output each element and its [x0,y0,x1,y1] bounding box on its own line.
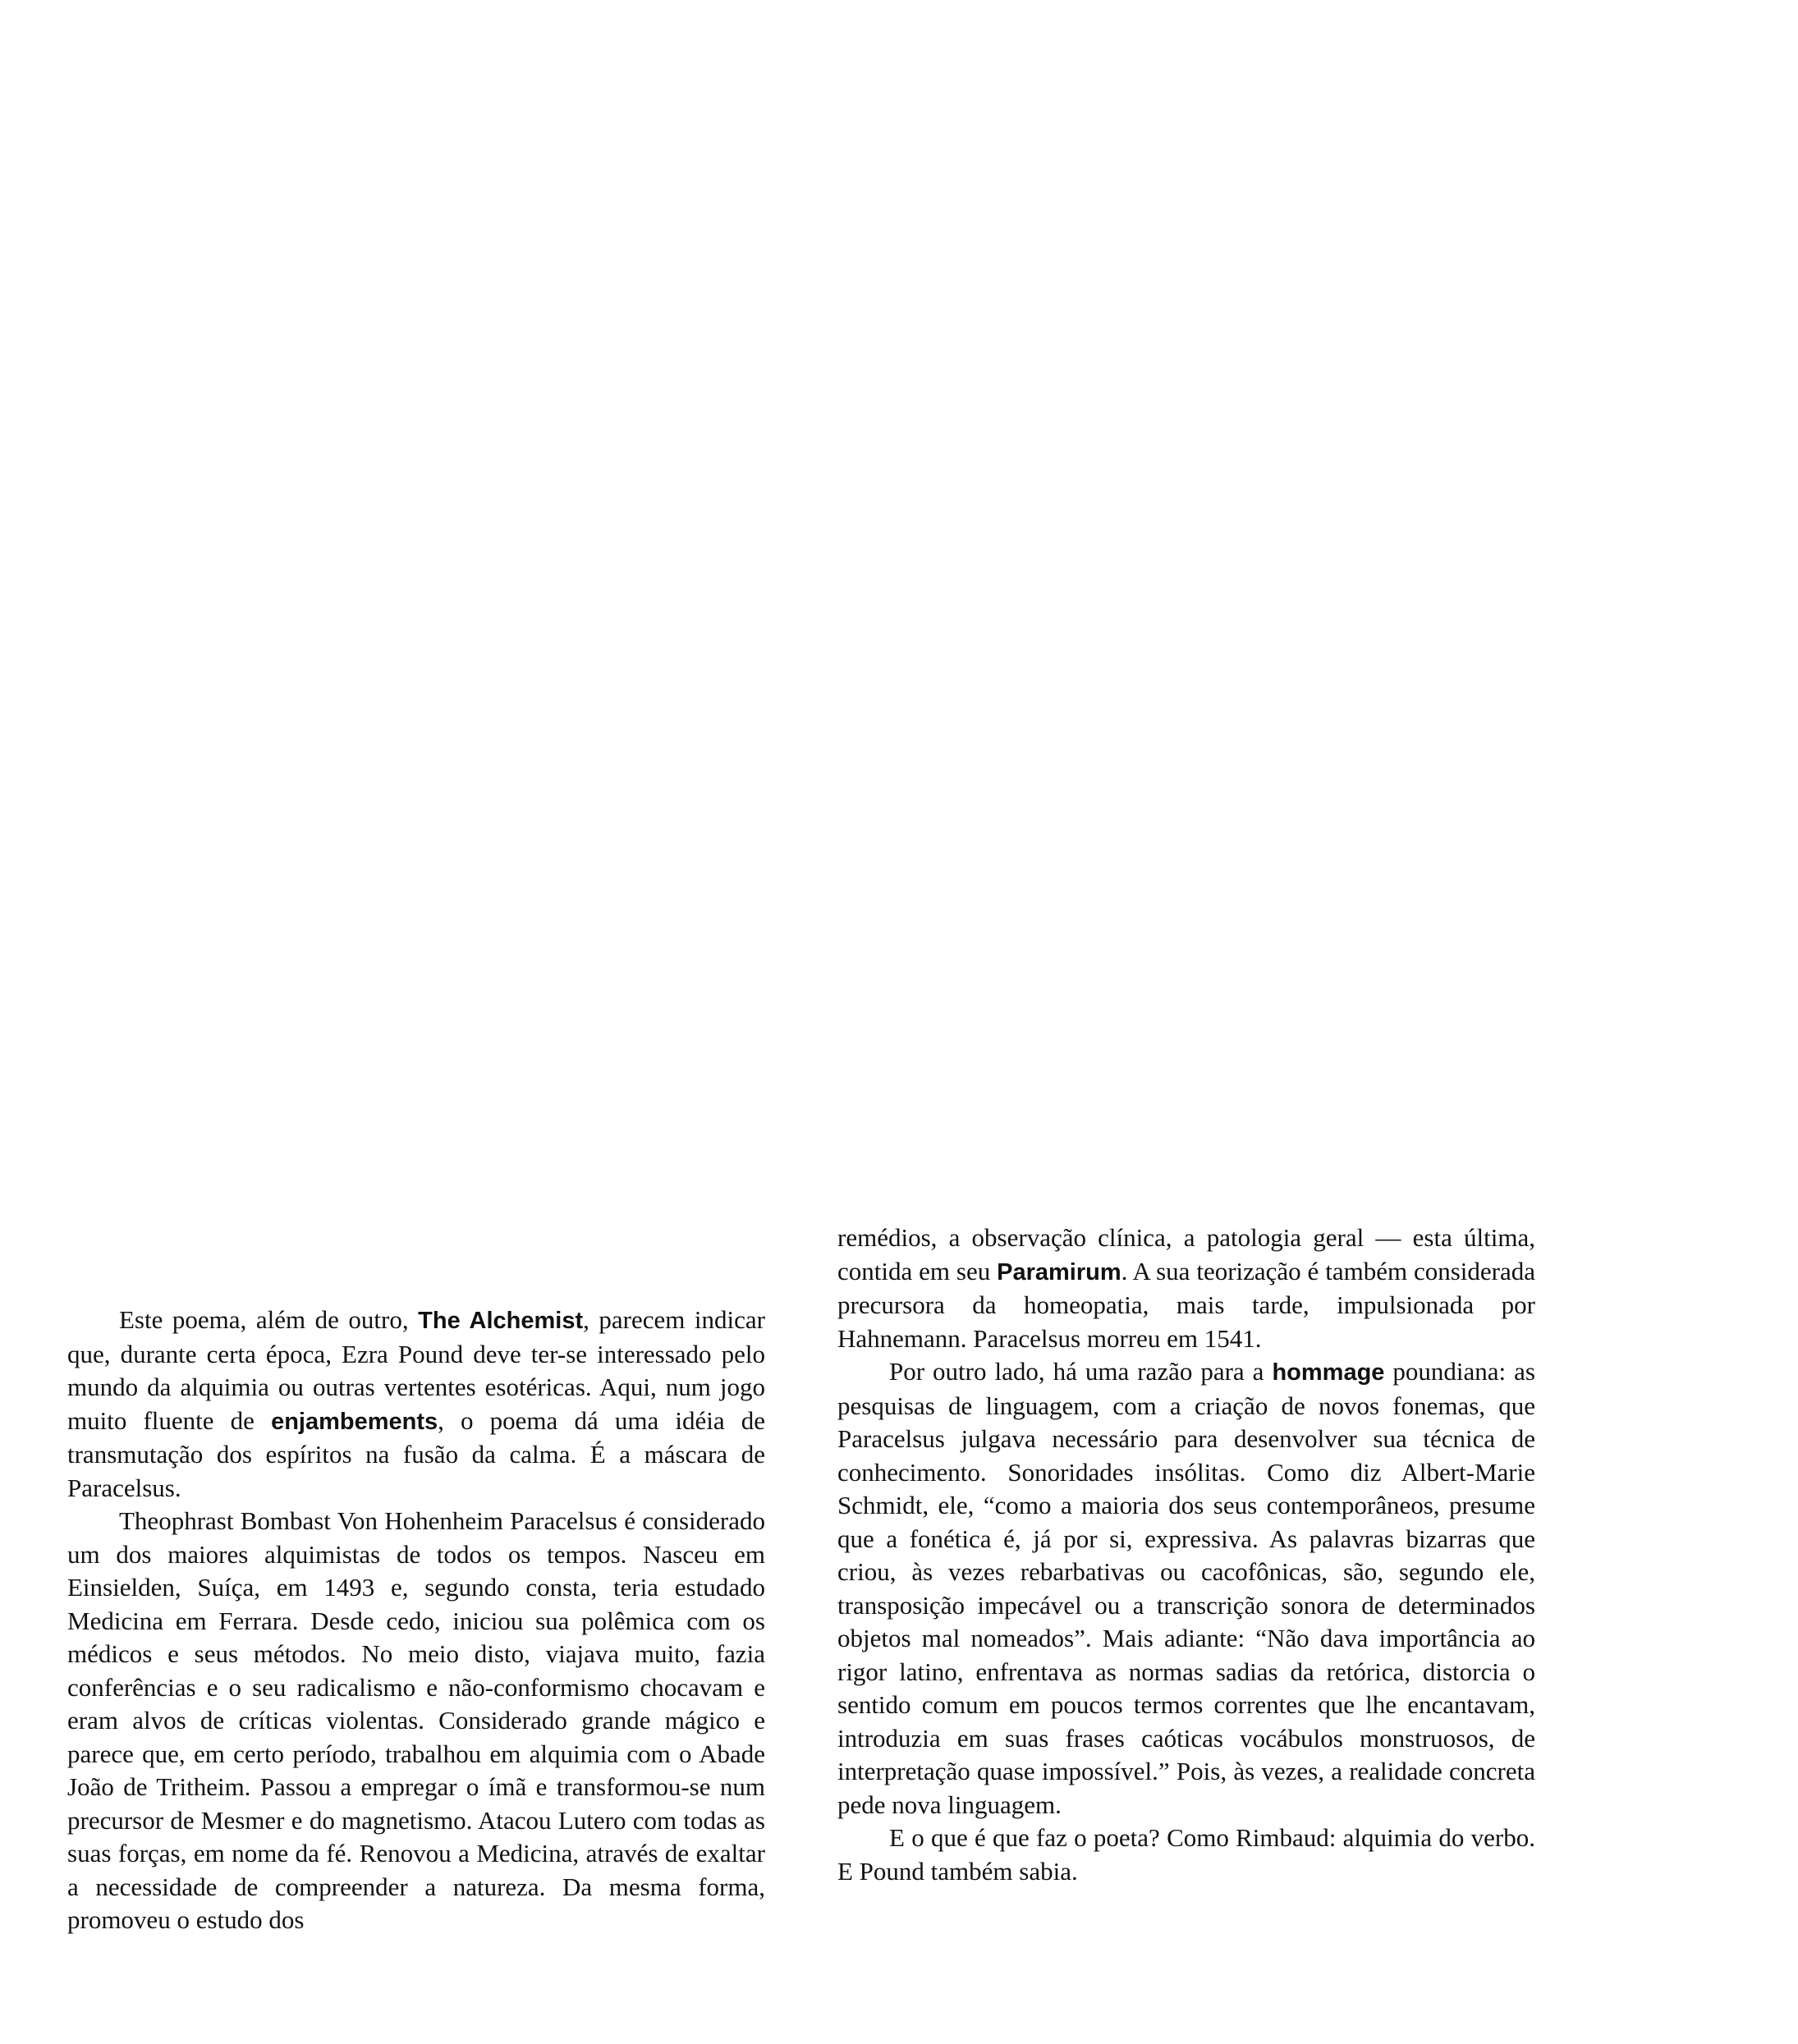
text-run: poundiana: as pesquisas de linguagem, com a criação de novos fonemas, que Paracelsus julgava necessário para desenvolver sua técnica de conhecimento. Sonoridades insólitas. Como diz Albert-Marie Schmidt, ele, “como a maioria dos seus contemporâneos, presume que a fonética é, já por si, expressiva. As palavras bizarras que criou, às vezes rebarbativas ou cacofônicas, são, segundo ele, transposição impecável ou a transcrição sonora de determinados objetos mal nomeados”. Mais adiante: “Não dava importância ao rigor latino, enfrentava as normas sadias da retórica, distorcia o sentido comum em poucos termos correntes que lhe encantavam, introduzia em suas frases caóticas vocábulos monstruosos, de interpretação quase impossível.” Pois, às vezes, a realidade concreta pede nova linguagem. [837,1357,1535,1819]
term-enjambements: enjambements [271,1408,438,1435]
term-hommage: hommage [1272,1359,1385,1386]
text-run: . A sua teorização é também considerada precursora da homeopatia, mais tarde, impulsionada por Hahnemann. Paracelsus morreu em 1541. [837,1256,1535,1353]
right-text-column [837,1221,1535,1888]
paragraph-alchemist-intro [67,1304,765,1505]
title-paramirum: Paramirum [997,1258,1121,1286]
paragraph-paramirum [837,1221,1535,1355]
paragraph-paracelsus-biography: Theophrast Bombast Von Hohenheim Paracelsus é considerado um dos maiores alquimistas de todos os tempos. Nasceu em Einsielden, Suíça, em 1493 e, segundo consta, teria estudado Medicina em Ferrara. Desde cedo, iniciou sua polêmica com os médicos e seus métodos. No meio disto, viajava muito, fazia conferências e o seu radicalismo e não-conformismo chocavam e eram alvos de críticas violentas. Considerado grande mágico e parece que, em certo período, trabalhou em alquimia com o Abade João de Tritheim. Passou a empregar o ímã e transformou-se num precursor de Mesmer e do magnetismo. Atacou Lutero com todas as suas forças, em nome da fé. Renovou a Medicina, através de exaltar a necessidade de compreender a natureza. Da mesma forma, promoveu o estudo dos [67,1506,765,1934]
text-run: Este poema, além de outro, [119,1305,419,1334]
left-text-column [67,1304,765,1937]
text-run: remédios, a observação clínica, a patologia geral — esta última, contida em seu [837,1223,1535,1286]
text-run: Por outro lado, há uma razão para a [889,1357,1273,1386]
text-run: , parecem indicar que, durante certa época, Ezra Pound deve ter-se interessado pelo mundo da alquimia ou outras vertentes esotéricas. Aqui, num jogo muito fluente de [67,1305,765,1435]
paragraph-hommage [837,1355,1535,1822]
title-the-alchemist: The Alchemist [418,1308,584,1334]
text-run: , o poema dá uma idéia de transmutação dos espíritos na fusão da calma. É a máscara de Paracelsus. [67,1405,765,1502]
paragraph-conclusion: E o que é que faz o poeta? Como Rimbaud: alquimia do verbo. E Pound também sabia. [837,1823,1535,1886]
